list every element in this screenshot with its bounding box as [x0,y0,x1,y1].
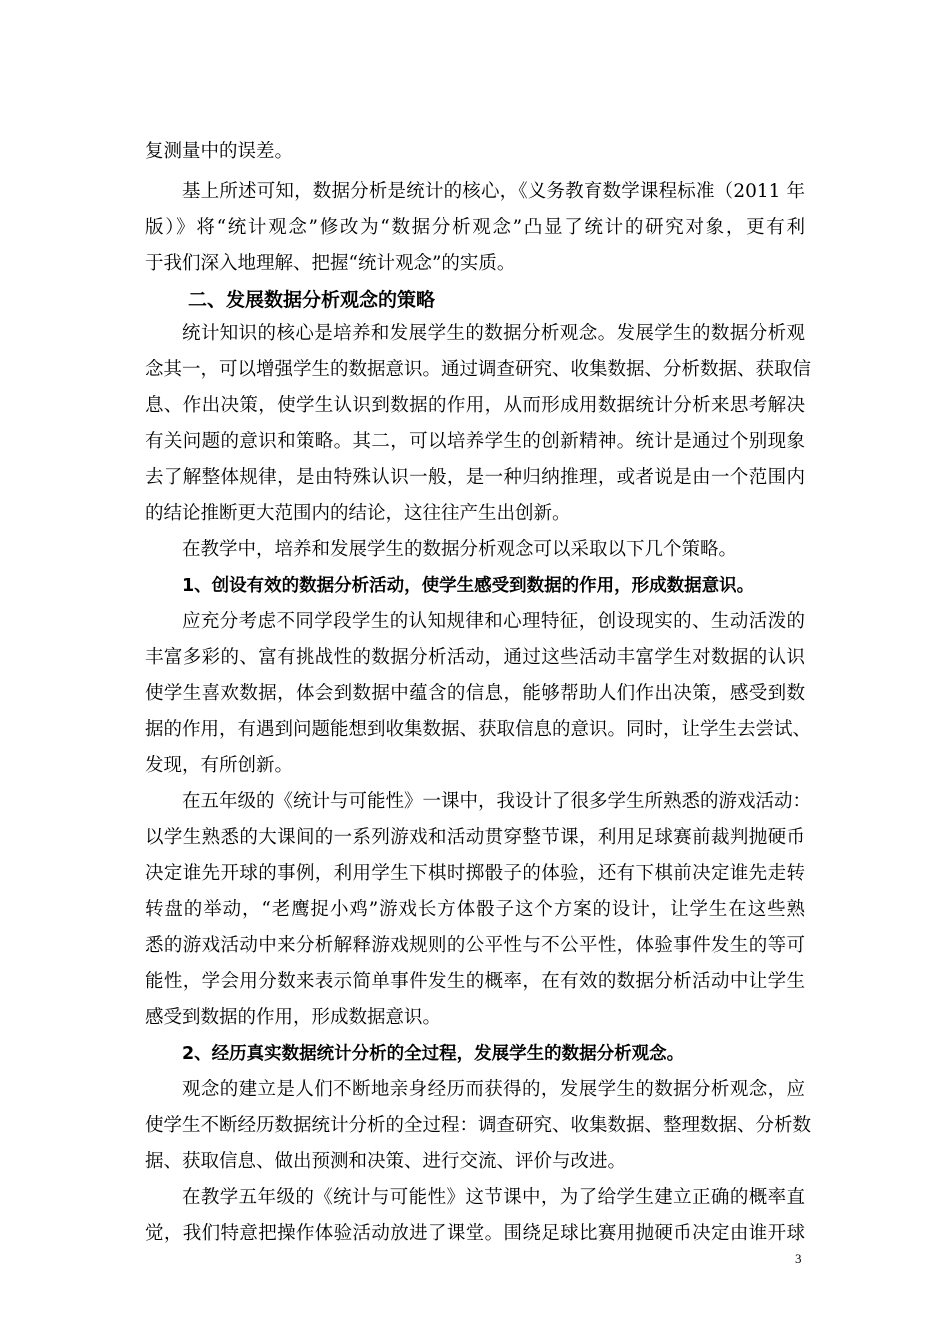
paragraph-line: 决定谁先开球的事例，利用学生下棋时掷骰子的体验，还有下棋前决定谁先走转 [145,863,805,884]
paragraph-line: 转盘的举动，“老鹰捉小鸡”游戏长方体骰子这个方案的设计，让学生在这些熟 [145,899,805,920]
paragraph-line: 发现，有所创新。 [145,755,294,776]
paragraph-line: 据、获取信息、做出预测和决策、进行交流、评价与改进。 [145,1151,627,1172]
subsection-heading: 2、经历真实数据统计分析的全过程，发展学生的数据分析观念。 [182,1044,685,1064]
paragraph-line: 观念的建立是人们不断地亲身经历而获得的，发展学生的数据分析观念，应 [182,1079,805,1100]
paragraph-line: 的结论推断更大范围内的结论，这往往产生出创新。 [145,503,571,524]
paragraph-line: 能性，学会用分数来表示简单事件发生的概率，在有效的数据分析活动中让学生 [145,971,805,992]
paragraph-line: 在教学中，培养和发展学生的数据分析观念可以采取以下几个策略。 [182,539,738,560]
paragraph-line: 感受到数据的作用，形成数据意识。 [145,1007,442,1028]
paragraph-line: 在五年级的《统计与可能性》一课中，我设计了很多学生所熟悉的游戏活动： [182,791,812,812]
paragraph-line: 丰富多彩的、富有挑战性的数据分析活动，通过这些活动丰富学生对数据的认识 [145,647,805,668]
paragraph-line: 版）》将“统计观念”修改为“数据分析观念”凸显了统计的研究对象，更有利 [145,217,805,238]
section-heading: 二、发展数据分析观念的策略 [188,289,436,311]
paragraph-line: 于我们深入地理解、把握“统计观念”的实质。 [145,253,516,274]
paragraph-line: 悉的游戏活动中来分析解释游戏规则的公平性与不公平性，体验事件发生的等可 [145,935,805,956]
paragraph-line: 以学生熟悉的大课间的一系列游戏和活动贯穿整节课，利用足球赛前裁判抛硬币 [145,827,805,848]
paragraph-line: 有关问题的意识和策略。其二，可以培养学生的创新精神。统计是通过个别现象 [145,431,805,452]
page-number: 3 [795,1251,802,1266]
paragraph-line: 使学生不断经历数据统计分析的全过程：调查研究、收集数据、整理数据、分析数 [145,1115,812,1136]
paragraph-line: 念其一，可以增强学生的数据意识。通过调查研究、收集数据、分析数据、获取信 [145,359,812,380]
paragraph-line: 使学生喜欢数据，体会到数据中蕴含的信息，能够帮助人们作出决策，感受到数 [145,683,805,704]
subsection-heading: 1、创设有效的数据分析活动，使学生感受到数据的作用，形成数据意识。 [182,576,755,596]
paragraph-line: 在教学五年级的《统计与可能性》这节课中，为了给学生建立正确的概率直 [182,1187,805,1208]
paragraph-line: 统计知识的核心是培养和发展学生的数据分析观念。发展学生的数据分析观 [182,323,805,344]
paragraph-line: 息、作出决策，使学生认识到数据的作用，从而形成用数据统计分析来思考解决 [145,395,805,416]
paragraph-line: 复测量中的误差。 [145,141,294,162]
paragraph-line: 觉，我们特意把操作体验活动放进了课堂。围绕足球比赛用抛硬币决定由谁开球 [145,1223,805,1244]
paragraph-line: 应充分考虑不同学段学生的认知规律和心理特征，创设现实的、生动活泼的 [182,611,805,632]
paragraph-line: 据的作用，有遇到问题能想到收集数据、获取信息的意识。同时，让学生去尝试、 [145,719,812,740]
paragraph-line: 基上所述可知，数据分析是统计的核心，《义务教育数学课程标准（2011 年 [182,181,805,202]
paragraph-line: 去了解整体规律，是由特殊认识一般，是一种归纳推理，或者说是由一个范围内 [145,467,805,488]
